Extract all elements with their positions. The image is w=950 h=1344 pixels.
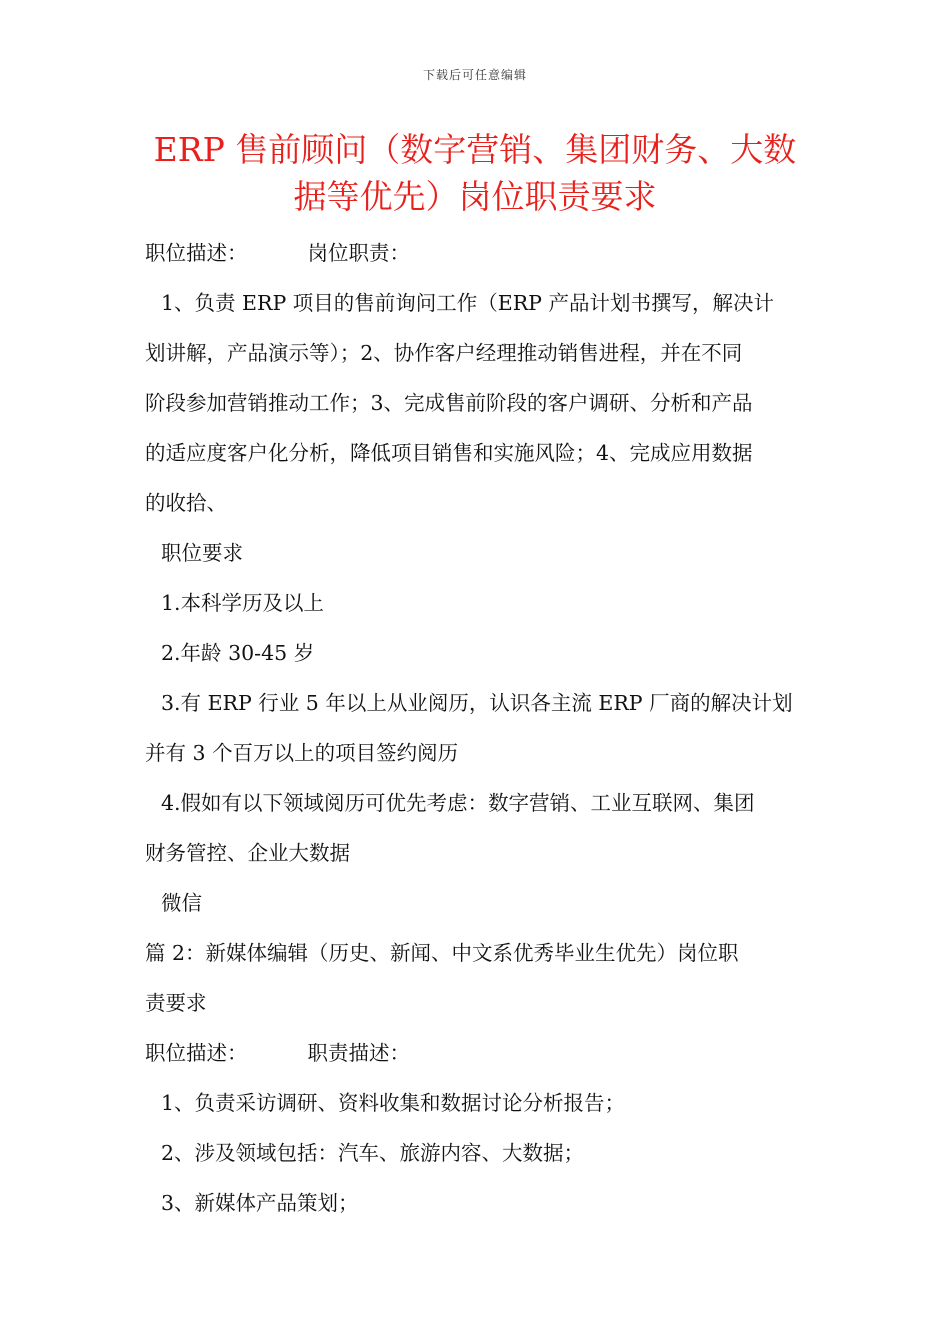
- section1-duty-label: 岗位职责：: [307, 241, 410, 265]
- section2-item: 3、新媒体产品策划；: [161, 1191, 359, 1215]
- section2-labels: [145, 1028, 810, 1078]
- title-line-1: ERP 售前顾问（数字营销、集团财务、大数: [153, 130, 797, 169]
- requirement-item-continued: 财务管控、企业大数据: [145, 841, 350, 865]
- title-line-2: 据等优先）岗位职责要求: [293, 177, 657, 216]
- requirement-item: 1.本科学历及以上: [161, 591, 325, 615]
- section1-labels: [145, 228, 810, 278]
- duty-line: 划讲解，产品演示等）；2、协作客户经理推动销售进程，并在不同: [145, 341, 743, 365]
- section2-desc-label: 职位描述：: [145, 1041, 248, 1065]
- wechat-label: 微信: [161, 891, 202, 915]
- requirement-item: 4.假如有以下领域阅历可优先考虑：数字营销、工业互联网、集团: [161, 791, 755, 815]
- requirements-heading: 职位要求: [161, 541, 243, 565]
- requirement-item-continued: 并有 3 个百万以上的项目签约阅历: [145, 741, 459, 765]
- duty-line: 阶段参加营销推动工作；3、完成售前阶段的客户调研、分析和产品: [145, 391, 753, 415]
- section2-title: 篇 2：新媒体编辑（历史、新闻、中文系优秀毕业生优先）岗位职: [145, 941, 739, 965]
- duty-line: 1、负责 ERP 项目的售前询问工作（ERP 产品计划书撰写，解决计: [161, 291, 774, 315]
- section2-item: 1、负责采访调研、资料收集和数据讨论分析报告；: [161, 1091, 626, 1115]
- section1-desc-label: 职位描述：: [145, 241, 248, 265]
- section2-title-continued: 责要求: [145, 991, 207, 1015]
- duty-line: 的收拾、: [145, 491, 227, 515]
- document-body: [145, 228, 810, 1228]
- requirement-item: 2.年龄 30-45 岁: [161, 641, 315, 665]
- section2-duty-label: 职责描述：: [307, 1041, 410, 1065]
- header-note: 下载后可任意编辑: [422, 68, 527, 82]
- requirement-item: 3.有 ERP 行业 5 年以上从业阅历，认识各主流 ERP 厂商的解决计划: [161, 691, 793, 715]
- duty-line: 的适应度客户化分析，降低项目销售和实施风险；4、完成应用数据: [145, 441, 753, 465]
- section2-item: 2、涉及领域包括：汽车、旅游内容、大数据；: [161, 1141, 585, 1165]
- document-title: [120, 126, 830, 220]
